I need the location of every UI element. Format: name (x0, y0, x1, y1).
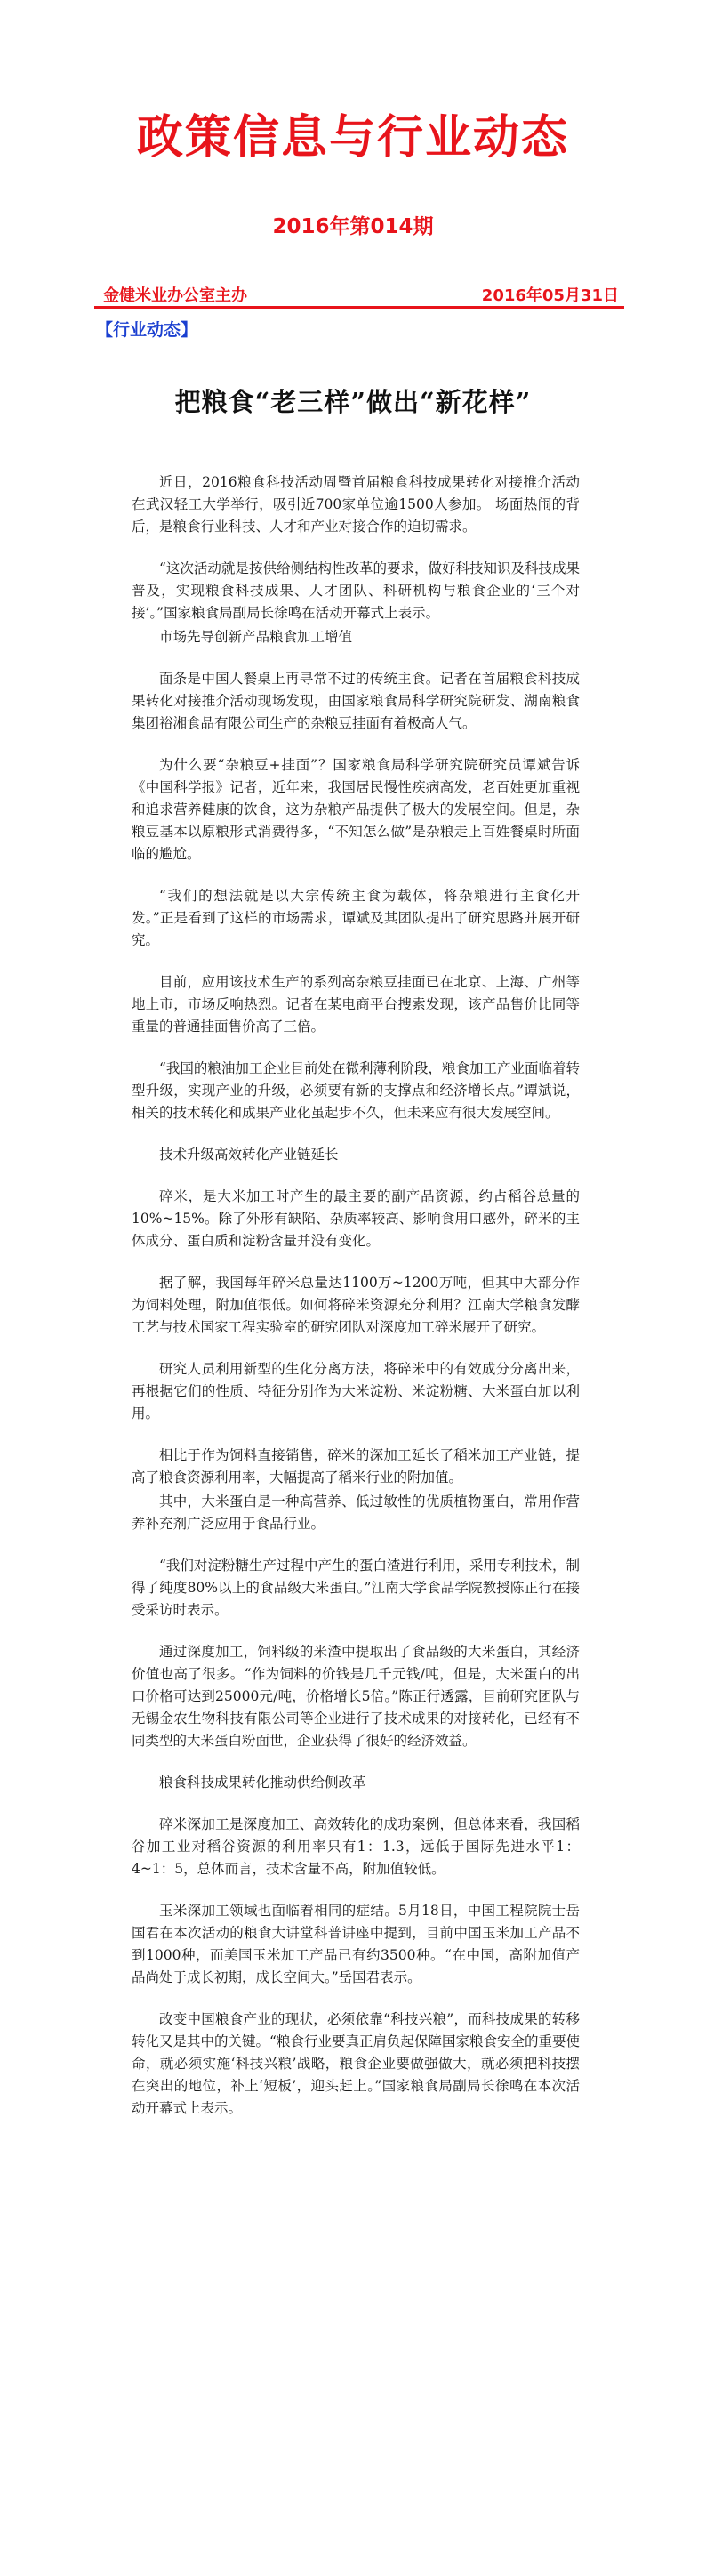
paragraph: 研究人员利用新型的生化分离方法，将碎米中的有效成分分离出来，再根据它们的性质、特征分别作为大米淀粉、米淀粉糖、大米蛋白加以利用。 (132, 1361, 580, 1421)
article-body (132, 471, 580, 2139)
publication-date: 2016年05月31日 (481, 286, 619, 305)
paragraph: “我们对淀粉糖生产过程中产生的蛋白渣进行利用，采用专利技术，制得了纯度80%以上的食品级大米蛋白。”江南大学食品学院教授陈正行在接受采访时表示。 (132, 1558, 580, 1618)
publisher: 金健米业办公室主办 (103, 286, 247, 305)
bulletin-title: 政策信息与行业动态 (136, 111, 569, 165)
paragraph: 通过深度加工，饲料级的米渣中提取出了食品级的大米蛋白，其经济价值也高了很多。“作为饲料的价钱是几千元钱/吨，但是，大米蛋白的出口价格可达到25000元/吨，价格增长5倍。”陈正行透露，目前研究团队与无锡金农生物科技有限公司等企业进行了技术成果的对接转化，已经有不同类型的大米蛋白粉面世，企业获得了很好的经济效益。 (132, 1644, 580, 1749)
paragraph: “我们的想法就是以大宗传统主食为载体，将杂粮进行主食化开发。”正是看到了这样的市场需求，谭斌及其团队提出了研究思路并展开研究。 (132, 888, 580, 948)
subheading: 技术升级高效转化产业链延长 (159, 1147, 339, 1163)
paragraph: 碎米，是大米加工时产生的最主要的副产品资源，约占稻谷总量的10%~15%。除了外形有缺陷、杂质率较高、影响食用口感外，碎米的主体成分、蛋白质和淀粉含量并没有变化。 (132, 1188, 580, 1249)
paragraph: “我国的粮油加工企业目前处在微利薄利阶段，粮食加工产业面临着转型升级，实现产业的升级，必须要有新的支撑点和经济增长点。”谭斌说，相关的技术转化和成果产业化虽起步不久，但未来应有很大发展空间。 (132, 1060, 580, 1121)
paragraph: 面条是中国人餐桌上再寻常不过的传统主食。记者在首届粮食科技成果转化对接推介活动现场发现，由国家粮食局科学研究院研发、湖南粮食集团裕湘食品有限公司生产的杂粮豆挂面有着极高人气。 (132, 671, 580, 731)
header-divider (94, 306, 624, 309)
paragraph: “这次活动就是按供给侧结构性改革的要求，做好科技知识及科技成果普及，实现粮食科技成果、人才团队、科研机构与粮食企业的‘三个对接’。”国家粮食局副局长徐鸣在活动开幕式上表示。 (132, 560, 580, 621)
issue-number: 2016年第014期 (272, 215, 434, 238)
subheading: 市场先导创新产品粮食加工增值 (159, 629, 353, 645)
paragraph: 为什么要“杂粮豆+挂面”？国家粮食局科学研究院研究员谭斌告诉《中国科学报》记者，近年来，我国居民慢性疾病高发，老百姓更加重视和追求营养健康的饮食，这为杂粮产品提供了极大的发展空间。但是，杂粮豆基本以原粮形式消费得多，“不知怎么做”是杂粮走上百姓餐桌时所面临的尴尬。 (132, 757, 580, 862)
article-headline: 把粮食“老三样”做出“新花样” (174, 387, 532, 417)
paragraph: 近日，2016粮食科技活动周暨首届粮食科技成果转化对接推介活动在武汉轻工大学举行，吸引近700家单位逾1500人参加。 场面热闹的背后，是粮食行业科技、人才和产业对接合作的迫切需求。 (132, 474, 580, 535)
paragraph: 目前，应用该技术生产的系列高杂粮豆挂面已在北京、上海、广州等地上市，市场反响热烈。记者在某电商平台搜索发现，该产品售价比同等重量的普通挂面售价高了三倍。 (132, 974, 580, 1034)
section-tag: 【行业动态】 (96, 320, 198, 340)
paragraph: 改变中国粮食产业的现状，必须依靠“科技兴粮”，而科技成果的转移转化又是其中的关键。“粮食行业要真正肩负起保障国家粮食安全的重要使命，就必须实施‘科技兴粮’战略，粮食企业要做强做大，就必须把科技摆在突出的地位，补上‘短板’，迎头赶上。”国家粮食局副局长徐鸣在本次活动开幕式上表示。 (132, 2011, 580, 2116)
paragraph: 其中，大米蛋白是一种高营养、低过敏性的优质植物蛋白，常用作营养补充剂广泛应用于食品行业。 (132, 1493, 580, 1532)
subheading: 粮食科技成果转化推动供给侧改革 (159, 1775, 366, 1791)
paragraph: 相比于作为饲料直接销售，碎米的深加工延长了稻米加工产业链，提高了粮食资源利用率，大幅提高了稻米行业的附加值。 (132, 1447, 580, 1485)
paragraph: 碎米深加工是深度加工、高效转化的成功案例，但总体来看，我国稻谷加工业对稻谷资源的利用率只有1：1.3，远低于国际先进水平1：4~1：5，总体而言，技术含量不高，附加值较低。 (132, 1816, 580, 1877)
publisher-row (94, 283, 624, 306)
paragraph: 玉米深加工领域也面临着相同的症结。5月18日，中国工程院院士岳国君在本次活动的粮食大讲堂科普讲座中提到，目前中国玉米加工产品不到1000种，而美国玉米加工产品已有约3500种。“在中国，高附加值产品尚处于成长初期，成长空间大。”岳国君表示。 (132, 1903, 580, 1985)
paragraph: 据了解，我国每年碎米总量达1100万~1200万吨，但其中大部分作为饲料处理，附加值很低。如何将碎米资源充分利用？江南大学粮食发酵工艺与技术国家工程实验室的研究团队对深度加工碎米展开了研究。 (132, 1275, 580, 1335)
